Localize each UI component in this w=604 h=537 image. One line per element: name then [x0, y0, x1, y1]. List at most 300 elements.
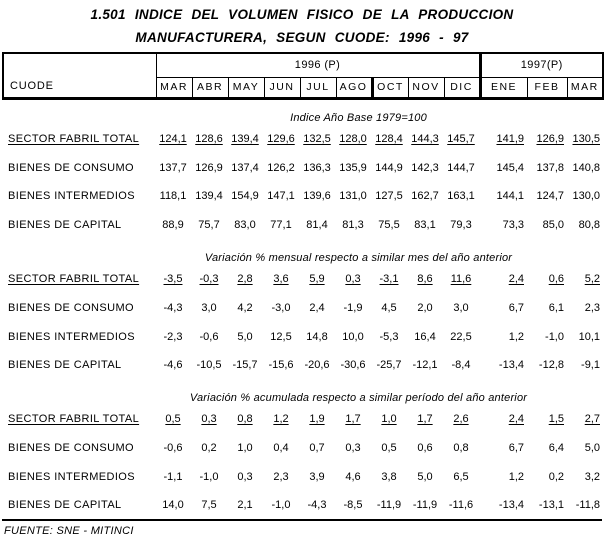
- page-title-line2: MANUFACTURERA, SEGUN CUODE: 1996 - 97: [135, 30, 469, 45]
- row-label-text: BIENES DE CAPITAL: [8, 219, 122, 232]
- value-cell: [335, 462, 371, 491]
- value-cell: [479, 125, 526, 154]
- value-text: 0,5: [165, 413, 181, 426]
- value-cell: [263, 293, 299, 322]
- table-row: [2, 434, 602, 463]
- value-cell: [155, 434, 191, 463]
- value-text: 10,1: [578, 330, 600, 343]
- value-cell: [443, 182, 479, 211]
- table-header: [2, 52, 604, 100]
- value-cell: [526, 351, 566, 380]
- value-cell: [227, 405, 263, 434]
- value-cell: [407, 491, 443, 520]
- value-text: 2,3: [273, 470, 289, 483]
- value-text: 5,0: [584, 442, 600, 455]
- value-text: 139,6: [303, 190, 331, 203]
- section-title-spacer: [2, 240, 155, 265]
- value-cell: [191, 153, 227, 182]
- value-cell: [566, 293, 602, 322]
- value-cell: [191, 351, 227, 380]
- value-text: 3,0: [453, 301, 469, 314]
- value-text: 83,1: [414, 219, 436, 232]
- value-text: 144,7: [447, 161, 475, 174]
- value-text: 128,6: [195, 132, 223, 145]
- value-text: -20,6: [304, 359, 330, 372]
- year-group-1997: 1997(P): [480, 53, 603, 77]
- value-cell: [526, 491, 566, 520]
- value-cell: [227, 322, 263, 351]
- month-header-cell: MAY: [228, 77, 264, 98]
- row-label: [2, 351, 155, 380]
- value-cell: [566, 182, 602, 211]
- value-cell: [443, 462, 479, 491]
- value-cell: [263, 405, 299, 434]
- value-cell: [335, 182, 371, 211]
- value-text: -4,3: [307, 499, 327, 512]
- value-text: 137,4: [231, 161, 259, 174]
- value-cell: [263, 211, 299, 240]
- value-text: 135,9: [339, 161, 367, 174]
- row-label-text: SECTOR FABRIL TOTAL: [8, 273, 140, 286]
- table-row: [2, 211, 602, 240]
- section-title: Variación % mensual respecto a similar mes del año anterior: [204, 251, 513, 264]
- value-cell: [526, 211, 566, 240]
- value-cell: [371, 153, 407, 182]
- value-text: 137,7: [159, 161, 187, 174]
- value-text: -3,0: [271, 301, 291, 314]
- year-group-row: [3, 53, 603, 77]
- table-row: [2, 182, 602, 211]
- value-text: 3,0: [201, 301, 217, 314]
- value-cell: [191, 265, 227, 294]
- value-text: -13,1: [538, 499, 564, 512]
- value-cell: [155, 322, 191, 351]
- value-text: 10,0: [342, 330, 364, 343]
- value-text: -10,5: [196, 359, 222, 372]
- value-cell: [526, 322, 566, 351]
- value-cell: [299, 265, 335, 294]
- value-cell: [335, 211, 371, 240]
- value-text: 130,5: [572, 132, 600, 145]
- value-text: 83,0: [234, 219, 256, 232]
- value-cell: [479, 462, 526, 491]
- value-cell: [263, 322, 299, 351]
- value-cell: [443, 351, 479, 380]
- section-title-row: [2, 240, 602, 265]
- value-cell: [191, 434, 227, 463]
- table-row: [2, 491, 602, 520]
- value-cell: [566, 462, 602, 491]
- value-text: 3,8: [381, 470, 397, 483]
- value-text: 126,2: [267, 161, 295, 174]
- value-text: 131,0: [339, 190, 367, 203]
- value-text: 22,5: [450, 330, 472, 343]
- value-cell: [155, 125, 191, 154]
- value-text: 3,9: [309, 470, 325, 483]
- value-text: 0,3: [237, 470, 253, 483]
- row-label: [2, 405, 155, 434]
- value-text: 75,5: [378, 219, 400, 232]
- value-text: 3,2: [584, 470, 600, 483]
- value-text: 4,5: [381, 301, 397, 314]
- value-text: 1,7: [417, 413, 433, 426]
- row-label: [2, 434, 155, 463]
- value-text: -15,6: [268, 359, 294, 372]
- value-cell: [407, 265, 443, 294]
- value-cell: [407, 351, 443, 380]
- value-text: 130,0: [572, 190, 600, 203]
- value-text: 6,1: [548, 301, 564, 314]
- value-text: 5,2: [584, 273, 600, 286]
- value-text: 75,7: [198, 219, 220, 232]
- section-title-row: [2, 100, 602, 125]
- value-cell: [299, 322, 335, 351]
- value-cell: [407, 293, 443, 322]
- value-cell: [443, 153, 479, 182]
- value-cell: [566, 405, 602, 434]
- value-cell: [335, 434, 371, 463]
- value-text: 81,4: [306, 219, 328, 232]
- value-text: -3,5: [163, 273, 183, 286]
- value-cell: [191, 211, 227, 240]
- value-text: 124,7: [536, 190, 564, 203]
- value-text: 0,7: [309, 442, 325, 455]
- table-body: [2, 100, 602, 521]
- value-cell: [335, 153, 371, 182]
- value-cell: [526, 182, 566, 211]
- value-cell: [479, 491, 526, 520]
- value-cell: [566, 491, 602, 520]
- value-text: 140,8: [572, 161, 600, 174]
- value-cell: [335, 293, 371, 322]
- month-header-cell: ENE: [480, 77, 527, 98]
- table-row: [2, 351, 602, 380]
- value-cell: [227, 153, 263, 182]
- row-label-text: BIENES INTERMEDIOS: [8, 190, 135, 203]
- value-cell: [227, 182, 263, 211]
- value-text: 145,7: [447, 132, 475, 145]
- value-cell: [227, 211, 263, 240]
- value-cell: [227, 434, 263, 463]
- month-header-cell: MAR: [567, 77, 603, 98]
- value-cell: [155, 491, 191, 520]
- value-text: 141,9: [496, 132, 524, 145]
- value-text: 0,8: [453, 442, 469, 455]
- value-cell: [407, 405, 443, 434]
- value-cell: [191, 125, 227, 154]
- value-cell: [371, 462, 407, 491]
- value-text: 88,9: [162, 219, 184, 232]
- value-cell: [227, 462, 263, 491]
- value-cell: [526, 153, 566, 182]
- value-cell: [371, 405, 407, 434]
- value-text: 4,2: [237, 301, 253, 314]
- month-header-cell: JUL: [300, 77, 336, 98]
- value-cell: [371, 182, 407, 211]
- source-note: FUENTE: SNE - MITINCI: [4, 525, 134, 537]
- value-text: -8,5: [343, 499, 363, 512]
- value-cell: [191, 462, 227, 491]
- value-text: 1,2: [508, 330, 524, 343]
- value-cell: [443, 491, 479, 520]
- value-text: -13,4: [498, 359, 524, 372]
- page-title-line1: 1.501 INDICE DEL VOLUMEN FISICO DE LA PRODUCCION: [90, 7, 514, 22]
- value-text: 126,9: [536, 132, 564, 145]
- value-text: -13,4: [498, 499, 524, 512]
- value-cell: [566, 125, 602, 154]
- value-cell: [443, 265, 479, 294]
- value-cell: [263, 153, 299, 182]
- value-cell: [371, 322, 407, 351]
- value-cell: [155, 153, 191, 182]
- value-text: 6,5: [453, 470, 469, 483]
- value-cell: [299, 462, 335, 491]
- value-text: -0,6: [199, 330, 219, 343]
- value-text: -1,0: [271, 499, 291, 512]
- value-text: 81,3: [342, 219, 364, 232]
- value-text: 0,2: [548, 470, 564, 483]
- value-cell: [479, 293, 526, 322]
- value-text: -0,6: [163, 442, 183, 455]
- value-cell: [227, 491, 263, 520]
- value-text: 144,1: [496, 190, 524, 203]
- value-cell: [566, 265, 602, 294]
- value-text: -15,7: [232, 359, 258, 372]
- value-cell: [335, 265, 371, 294]
- value-text: 1,0: [237, 442, 253, 455]
- value-cell: [443, 293, 479, 322]
- value-text: 147,1: [267, 190, 295, 203]
- table-row: [2, 293, 602, 322]
- value-cell: [299, 153, 335, 182]
- row-label: [2, 462, 155, 491]
- value-text: -0,3: [199, 273, 219, 286]
- value-cell: [443, 125, 479, 154]
- value-text: 7,5: [201, 499, 217, 512]
- table-row: [2, 265, 602, 294]
- value-cell: [443, 405, 479, 434]
- value-cell: [155, 462, 191, 491]
- value-cell: [566, 322, 602, 351]
- month-header-cell: NOV: [408, 77, 444, 98]
- value-cell: [407, 462, 443, 491]
- month-header-cell: FEB: [527, 77, 567, 98]
- value-text: 132,5: [303, 132, 331, 145]
- value-cell: [155, 211, 191, 240]
- value-text: -11,6: [448, 499, 474, 512]
- value-text: 3,6: [273, 273, 289, 286]
- value-text: 6,7: [508, 442, 524, 455]
- value-cell: [299, 405, 335, 434]
- value-text: 163,1: [447, 190, 475, 203]
- value-text: 6,4: [548, 442, 564, 455]
- value-cell: [407, 211, 443, 240]
- value-cell: [479, 405, 526, 434]
- value-text: 139,4: [231, 132, 259, 145]
- value-cell: [299, 182, 335, 211]
- value-text: 2,6: [453, 413, 469, 426]
- value-cell: [155, 265, 191, 294]
- table-row: [2, 322, 602, 351]
- value-cell: [227, 293, 263, 322]
- value-cell: [155, 351, 191, 380]
- value-text: -3,1: [379, 273, 399, 286]
- value-text: 145,4: [496, 161, 524, 174]
- value-text: 2,7: [584, 413, 600, 426]
- value-cell: [443, 211, 479, 240]
- section-title: Variación % acumulada respecto a similar período del año anterior: [189, 391, 528, 404]
- value-text: 0,2: [201, 442, 217, 455]
- value-cell: [371, 491, 407, 520]
- value-text: 129,6: [267, 132, 295, 145]
- value-text: 144,3: [411, 132, 439, 145]
- section-title-spacer: [2, 100, 155, 125]
- value-cell: [479, 351, 526, 380]
- value-text: -11,8: [575, 499, 600, 512]
- value-cell: [443, 434, 479, 463]
- value-cell: [371, 265, 407, 294]
- value-text: 154,9: [231, 190, 259, 203]
- value-text: -1,1: [163, 470, 183, 483]
- value-cell: [371, 351, 407, 380]
- value-cell: [299, 434, 335, 463]
- value-text: 0,3: [345, 273, 361, 286]
- value-cell: [479, 211, 526, 240]
- row-label-text: SECTOR FABRIL TOTAL: [8, 413, 140, 426]
- table-row: [2, 405, 602, 434]
- row-label-text: SECTOR FABRIL TOTAL: [8, 132, 140, 145]
- cuode-header-cell: CUODE: [3, 53, 156, 98]
- value-cell: [479, 434, 526, 463]
- value-cell: [299, 293, 335, 322]
- value-cell: [191, 405, 227, 434]
- value-text: 0,4: [273, 442, 289, 455]
- table-row: [2, 153, 602, 182]
- value-cell: [566, 211, 602, 240]
- value-text: -11,9: [376, 499, 402, 512]
- value-cell: [299, 125, 335, 154]
- value-text: 2,4: [508, 273, 524, 286]
- value-cell: [526, 462, 566, 491]
- month-header-cell: MAR: [156, 77, 192, 98]
- value-cell: [263, 434, 299, 463]
- value-cell: [263, 462, 299, 491]
- value-cell: [566, 153, 602, 182]
- value-text: -1,9: [343, 301, 363, 314]
- value-cell: [479, 153, 526, 182]
- value-text: -4,6: [163, 359, 183, 372]
- value-cell: [407, 153, 443, 182]
- row-label-text: BIENES DE CONSUMO: [8, 301, 134, 314]
- value-text: 1,2: [508, 470, 524, 483]
- value-text: -12,8: [538, 359, 564, 372]
- row-label: [2, 322, 155, 351]
- value-cell: [263, 351, 299, 380]
- row-label-text: BIENES DE CONSUMO: [8, 442, 134, 455]
- value-text: 139,4: [195, 190, 223, 203]
- row-label-text: BIENES DE CONSUMO: [8, 161, 134, 174]
- value-text: 2,1: [237, 499, 253, 512]
- value-cell: [371, 125, 407, 154]
- value-cell: [526, 125, 566, 154]
- value-cell: [526, 265, 566, 294]
- value-text: -1,0: [545, 330, 564, 343]
- row-label-text: BIENES INTERMEDIOS: [8, 470, 135, 483]
- row-label: [2, 182, 155, 211]
- value-text: 118,1: [159, 190, 187, 203]
- value-text: 162,7: [411, 190, 439, 203]
- value-cell: [371, 293, 407, 322]
- value-text: -12,1: [412, 359, 438, 372]
- value-cell: [191, 322, 227, 351]
- value-text: 2,3: [584, 301, 600, 314]
- row-label-text: BIENES INTERMEDIOS: [8, 330, 135, 343]
- value-cell: [407, 182, 443, 211]
- value-cell: [407, 322, 443, 351]
- value-cell: [479, 322, 526, 351]
- value-cell: [263, 125, 299, 154]
- value-cell: [407, 434, 443, 463]
- value-text: 8,6: [417, 273, 433, 286]
- value-text: -2,3: [163, 330, 183, 343]
- value-text: 142,3: [411, 161, 439, 174]
- value-text: 5,0: [237, 330, 253, 343]
- value-text: 2,4: [508, 413, 524, 426]
- table-row: [2, 125, 602, 154]
- month-header-cell: ABR: [192, 77, 228, 98]
- value-cell: [191, 491, 227, 520]
- value-text: -4,3: [163, 301, 183, 314]
- value-text: -8,4: [451, 359, 471, 372]
- value-cell: [335, 125, 371, 154]
- value-cell: [479, 182, 526, 211]
- value-text: -5,3: [379, 330, 399, 343]
- value-cell: [263, 182, 299, 211]
- value-text: 126,9: [195, 161, 223, 174]
- value-text: 1,5: [548, 413, 564, 426]
- value-text: 5,9: [309, 273, 325, 286]
- value-text: -11,9: [412, 499, 438, 512]
- value-cell: [299, 491, 335, 520]
- value-cell: [335, 405, 371, 434]
- value-text: 1,9: [309, 413, 325, 426]
- value-text: 2,4: [309, 301, 325, 314]
- value-text: 2,0: [417, 301, 433, 314]
- value-cell: [263, 265, 299, 294]
- value-cell: [155, 405, 191, 434]
- value-text: 144,9: [375, 161, 403, 174]
- value-text: 0,5: [381, 442, 397, 455]
- value-cell: [479, 265, 526, 294]
- value-text: 2,8: [237, 273, 253, 286]
- value-text: 16,4: [414, 330, 436, 343]
- row-label: [2, 211, 155, 240]
- value-text: 124,1: [159, 132, 187, 145]
- value-cell: [335, 322, 371, 351]
- value-cell: [227, 125, 263, 154]
- value-text: 1,7: [345, 413, 361, 426]
- value-text: -25,7: [376, 359, 402, 372]
- section-title: Indice Año Base 1979=100: [290, 111, 427, 124]
- value-cell: [335, 351, 371, 380]
- month-header-cell: DIC: [444, 77, 480, 98]
- value-cell: [191, 182, 227, 211]
- row-label: [2, 491, 155, 520]
- value-text: -30,6: [340, 359, 366, 372]
- value-cell: [191, 293, 227, 322]
- value-text: 85,0: [542, 219, 564, 232]
- value-text: 77,1: [270, 219, 292, 232]
